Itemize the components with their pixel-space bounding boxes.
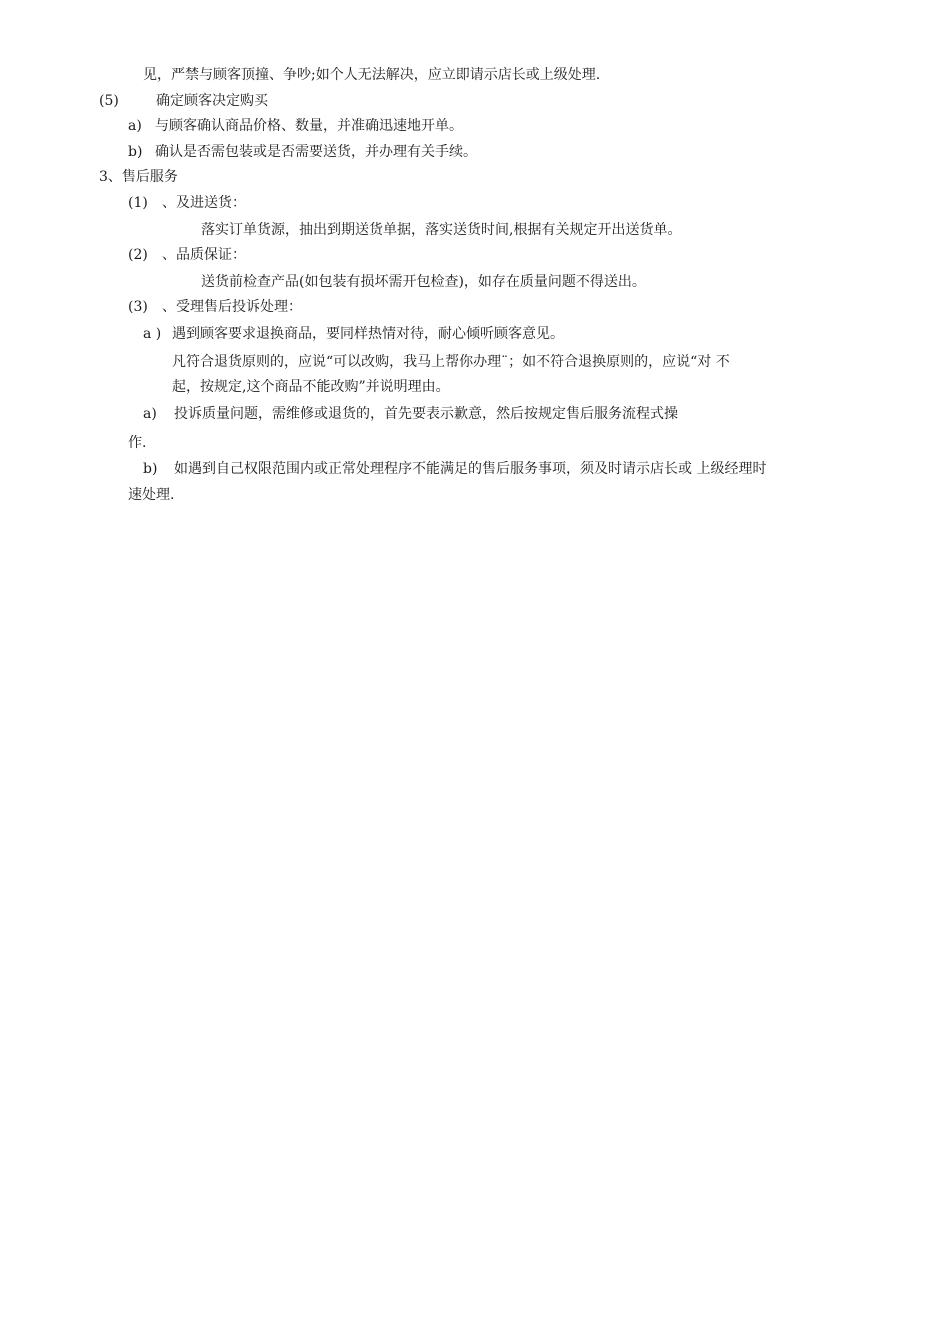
list-item-heading (99, 92, 268, 110)
item-number: (2) (128, 247, 148, 263)
line-text: 作. (128, 435, 147, 451)
list-item-heading (128, 194, 246, 212)
list-item (128, 117, 463, 135)
item-letter: b) (128, 144, 143, 160)
line-text: 落实订单货源，抽出到期送货单据，落实送货时间,根据有关规定开出送货单。 (201, 222, 682, 238)
item-letter: b) (143, 461, 158, 477)
item-text: 确认是否需包装或是否需要送货，并办理有关手续。 (155, 144, 477, 160)
line-text: 起，按规定,这个商品不能改购”并说明理由。 (172, 379, 450, 395)
item-number: (3) (128, 299, 148, 315)
item-text: 、及进送货： (162, 195, 246, 211)
line-text: 送货前检查产品(如包装有损坏需开包检查)，如存在质量问题不得送出。 (201, 274, 646, 290)
line-text: 速处理. (128, 487, 175, 503)
list-item (128, 143, 477, 161)
item-text: 投诉质量问题，需维修或退货的，首先要表示歉意，然后按规定售后服务流程式操 (174, 406, 678, 422)
item-text: 、受理售后投诉处理： (162, 299, 302, 315)
text-line (143, 66, 600, 84)
section-heading (99, 168, 178, 186)
list-item-heading (128, 298, 302, 316)
text-line (128, 434, 146, 452)
item-text: 如遇到自己权限范围内或正常处理程序不能满足的售后服务事项，须及时请示店长或 上级经理时 (174, 461, 767, 477)
list-item (143, 460, 766, 478)
list-item-heading (128, 246, 246, 264)
item-text: 遇到顾客要求退换商品，要同样热情对待，耐心倾听顾客意见。 (172, 326, 564, 342)
item-text: 确定顾客决定购买 (156, 93, 268, 109)
item-letter: a ) (143, 326, 162, 342)
text-line (172, 378, 450, 396)
item-text: 、品质保证： (162, 247, 246, 263)
item-letter: a) (143, 406, 157, 422)
item-text: 与顾客确认商品价格、数量，并准确迅速地开单。 (155, 118, 463, 134)
text-line (128, 486, 174, 504)
item-number: (1) (128, 195, 148, 211)
text-line (201, 273, 646, 291)
list-item (143, 325, 564, 343)
text-line (201, 221, 681, 239)
item-number: (5) (99, 93, 119, 109)
line-text: 凡符合退货原则的，应说“可以改购，我马上帮你办理¨；如不符合退换原则的，应说“对 不 (172, 354, 730, 370)
line-text: 见，严禁与顾客顶撞、争吵;如个人无法解决，应立即请示店长或上级处理. (143, 67, 601, 83)
text-line (172, 353, 730, 371)
list-item (143, 405, 678, 423)
section-title: 3、售后服务 (99, 169, 178, 185)
item-letter: a) (128, 118, 142, 134)
